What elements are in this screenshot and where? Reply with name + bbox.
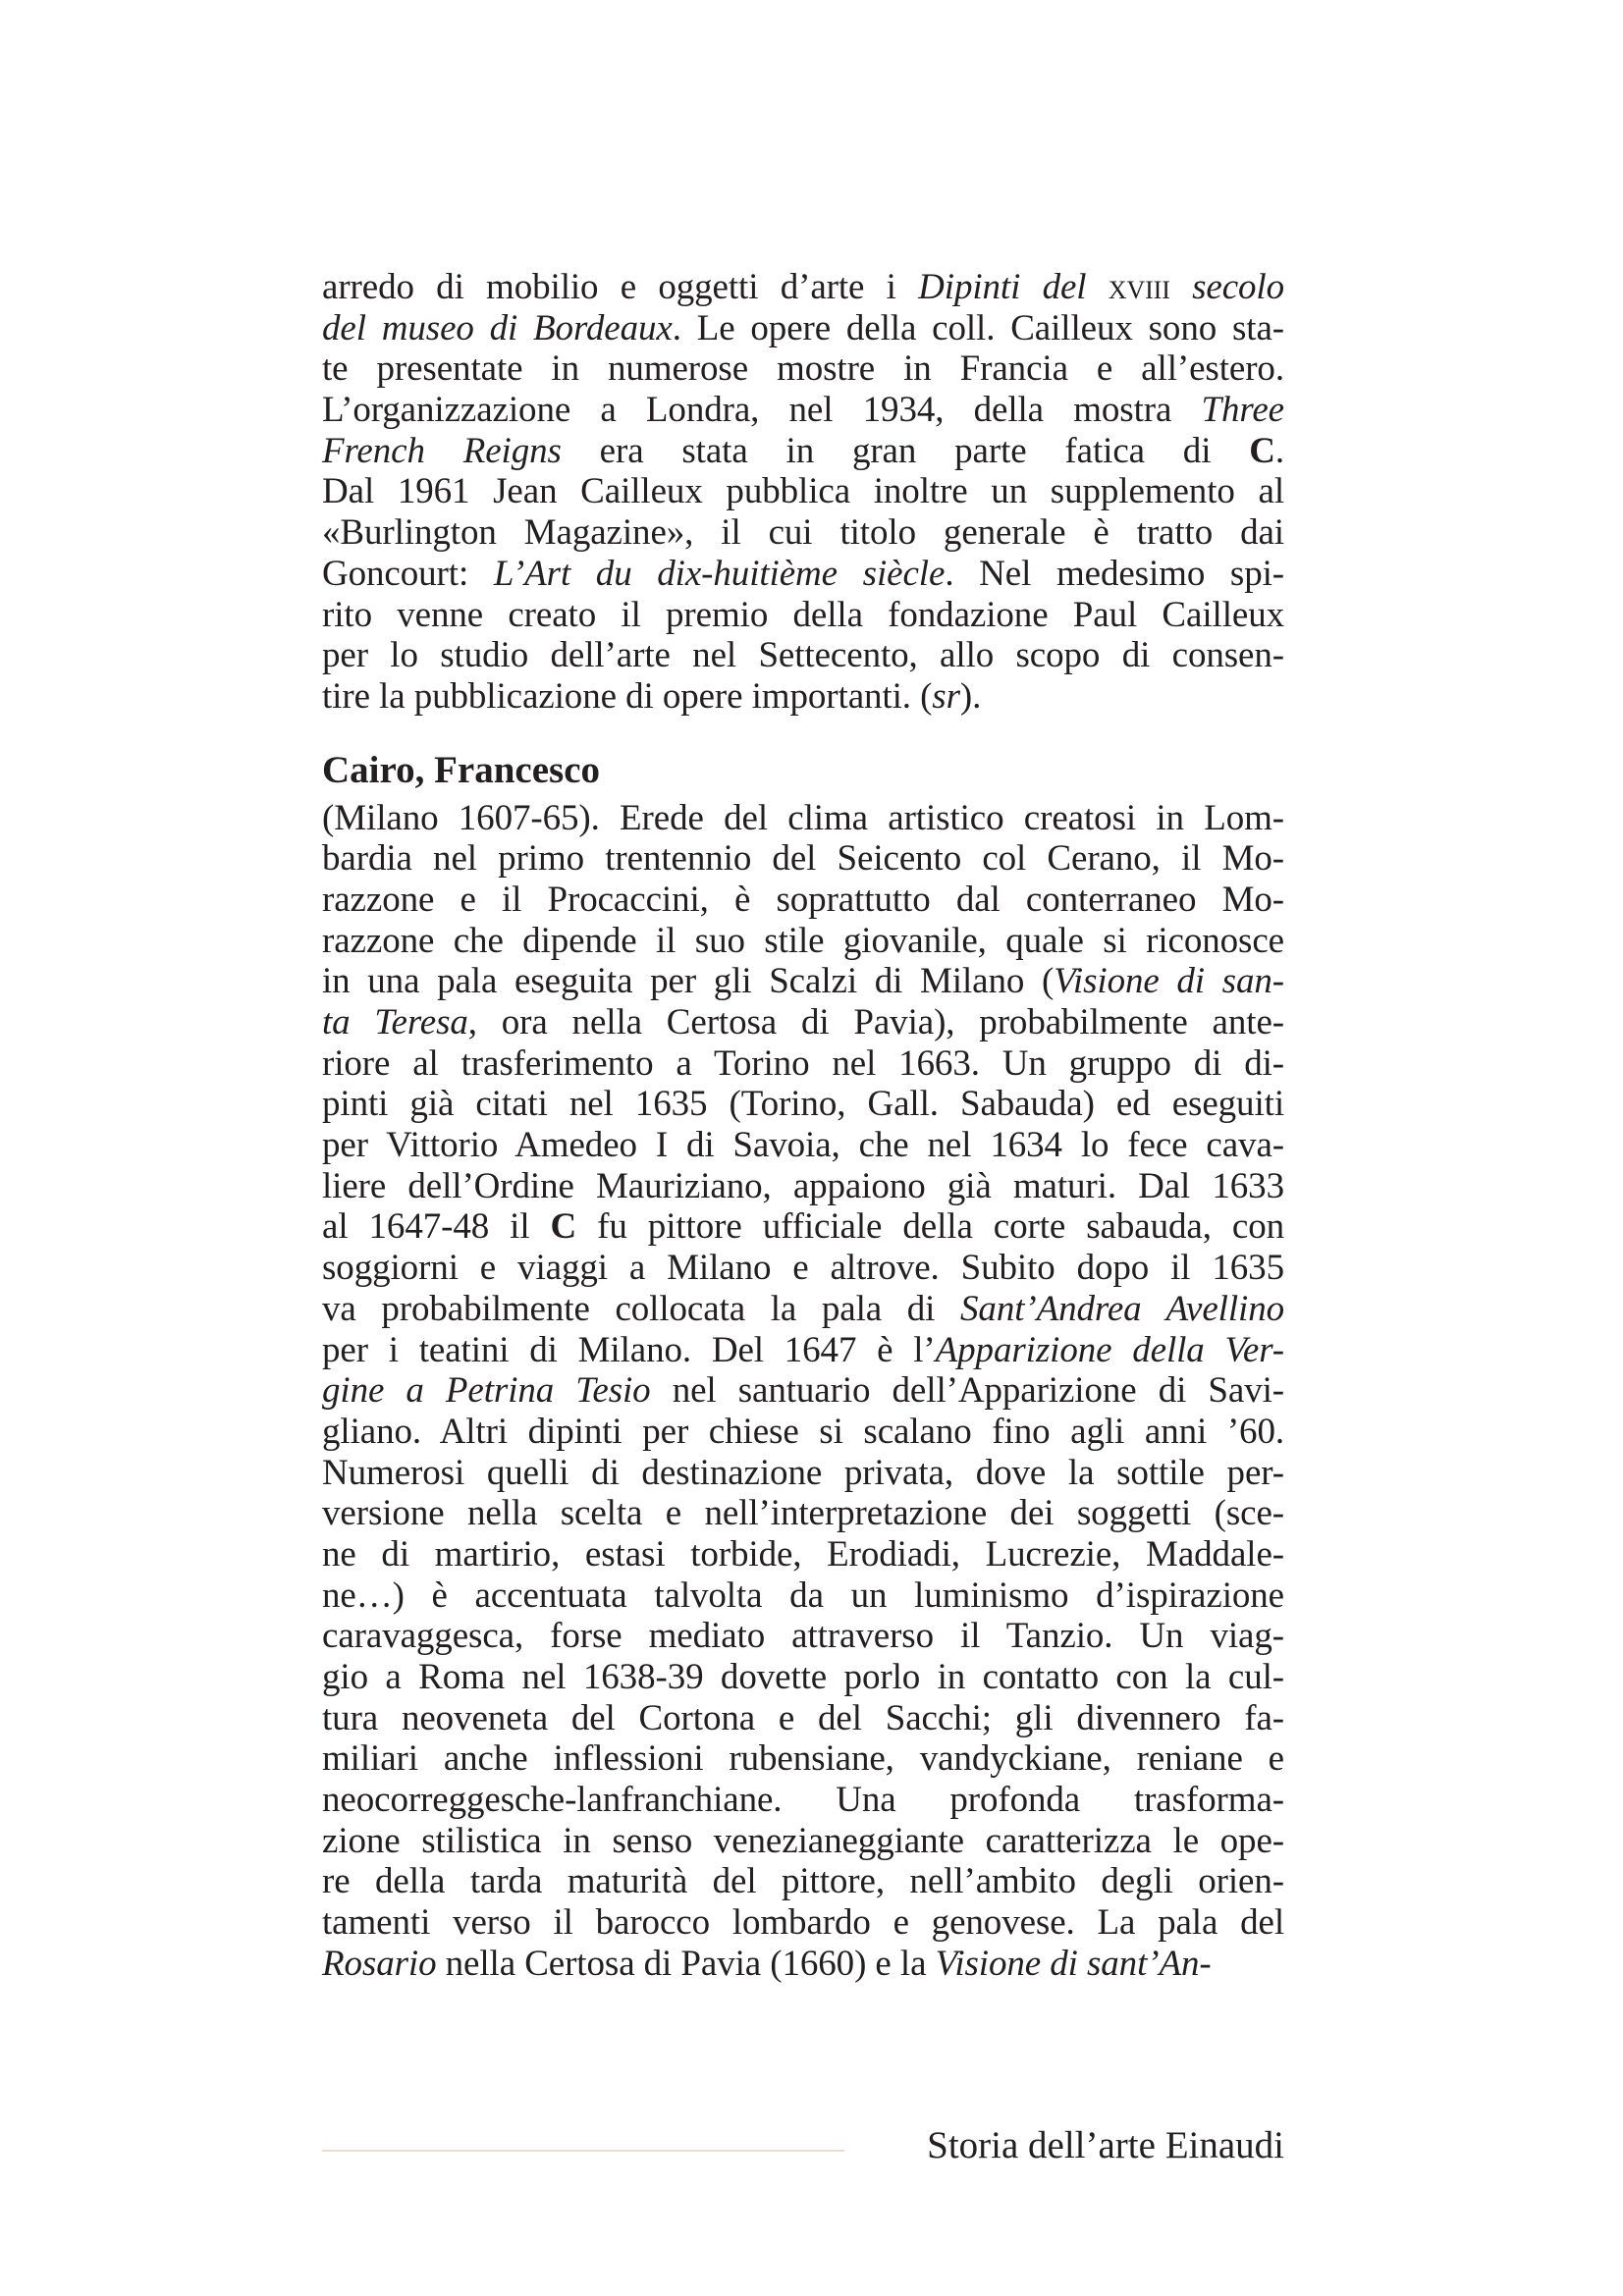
text-line (322, 1698, 1284, 1739)
text-run: pinti già citati nel 1635 (Torino, Gall. Sabauda) ed eseguiti (322, 1084, 1284, 1125)
italic-run: Rosario (322, 1943, 437, 1984)
text-run: ). (959, 675, 982, 717)
text-line (322, 1330, 1284, 1371)
text-run: razzone e il Procaccini, è soprattutto dal conterraneo Mo- (322, 879, 1284, 920)
text-line (322, 1780, 1284, 1821)
text-run: per lo studio dell’arte nel Settecento, allo scopo di consen- (322, 635, 1284, 676)
text-line (322, 308, 1284, 349)
text-line (322, 512, 1284, 554)
text-run: ne…) è accentuata talvolta da un luminismo d’ispirazione (322, 1575, 1284, 1616)
previous-entry-continuation (322, 267, 1284, 718)
text-run: gio a Roma nel 1638-39 dovette porlo in contatto con la cul- (322, 1657, 1284, 1697)
text-line (322, 1657, 1284, 1698)
text-run: riore al trasferimento a Torino nel 1663. Un gruppo di di- (322, 1042, 1284, 1084)
italic-run: French Reigns (322, 430, 562, 471)
small-caps-run: xviii (1108, 267, 1170, 307)
text-line (322, 1534, 1284, 1575)
text-line (322, 1493, 1284, 1534)
text-line (322, 1248, 1284, 1289)
text-line (322, 471, 1284, 512)
footer-rule (322, 2150, 844, 2152)
text-line (322, 921, 1284, 962)
text-run: rito venne creato il premio della fondazione Paul Cailleux (322, 594, 1284, 635)
italic-run: Visione di sant’An- (935, 1943, 1212, 1984)
text-run: liere dell’Ordine Mauriziano, appaiono già maturi. Dal 1633 (322, 1165, 1284, 1206)
text-run: va probabilmente collocata la pala di (322, 1288, 961, 1329)
text-run: fu pittore ufficiale della corte sabauda, con (576, 1206, 1285, 1248)
text-line (322, 348, 1284, 390)
text-line (322, 1821, 1284, 1862)
italic-run: ta Teresa (322, 1002, 468, 1042)
text-line (322, 595, 1284, 636)
text-run: . (1274, 430, 1285, 471)
text-line (322, 1453, 1284, 1494)
italic-run: del museo di Bordeaux (322, 307, 673, 348)
text-line (322, 1289, 1284, 1330)
text-line (322, 1370, 1284, 1412)
text-run: in una pala eseguita per gli Scalzi di Milano ( (322, 961, 1055, 1002)
text-line (322, 798, 1284, 839)
text-line (322, 635, 1284, 676)
text-line (322, 838, 1284, 880)
text-line (322, 267, 1284, 308)
text-block (322, 267, 1284, 1985)
text-run: Goncourt: (322, 553, 494, 594)
bold-run: C (1249, 430, 1275, 471)
text-line (322, 676, 1284, 718)
text-run: soggiorni e viaggi a Milano e altrove. Subito dopo il 1635 (322, 1248, 1284, 1289)
text-run: te presentate in numerose mostre in Francia e all’estero. (322, 348, 1284, 390)
text-line (322, 1861, 1284, 1902)
text-run: versione nella scelta e nell’interpretazione dei soggetti (sce- (322, 1493, 1284, 1534)
italic-run: Apparizione della Ver- (935, 1329, 1284, 1370)
text-run: (Milano 1607-65). Erede del clima artistico creatosi in Lom- (322, 797, 1284, 838)
text-line (322, 1575, 1284, 1617)
text-run: al 1647-48 il (322, 1206, 551, 1248)
text-run: re della tarda maturità del pittore, nell’ambito degli orien- (322, 1861, 1284, 1902)
text-run: , ora nella Certosa di Pavia), probabilmente ante- (467, 1002, 1284, 1042)
text-run: nel santuario dell’Apparizione di Savi- (650, 1370, 1284, 1412)
text-run: razzone che dipende il suo stile giovanile, quale si riconosce (322, 920, 1284, 961)
italic-run: sr (932, 675, 960, 717)
text-run: Numerosi quelli di destinazione privata, dove la sottile per- (322, 1452, 1284, 1493)
text-line (322, 961, 1284, 1002)
text-line (322, 1084, 1284, 1125)
text-line (322, 880, 1284, 921)
text-run: tire la pubblicazione di opere importanti. ( (322, 675, 933, 717)
text-run: per Vittorio Amedeo I di Savoia, che nel 1634 lo fece cava- (322, 1125, 1284, 1166)
text-run: neocorreggesche-lanfranchiane. Una profonda trasforma- (322, 1780, 1284, 1821)
text-line (322, 1206, 1284, 1248)
text-run: L’organizzazione a Londra, nel 1934, della mostra (322, 390, 1202, 431)
text-line (322, 1616, 1284, 1657)
text-line (322, 1043, 1284, 1085)
text-run: caravaggesca, forse mediato attraverso il Tanzio. Un viag- (322, 1616, 1284, 1657)
footer-title: Storia dell’arte Einaudi (927, 2124, 1284, 2166)
text-line (322, 1902, 1284, 1944)
italic-run: secolo (1169, 267, 1285, 307)
text-run: zione stilistica in senso venezianeggiante caratterizza le ope- (322, 1820, 1284, 1861)
text-run: era stata in gran parte fatica di (561, 430, 1250, 471)
text-run: bardia nel primo trentennio del Seicento col Cerano, il Mo- (322, 838, 1284, 880)
text-line (322, 1125, 1284, 1166)
text-line (322, 1002, 1284, 1043)
text-line (322, 554, 1284, 595)
text-line (322, 1412, 1284, 1453)
italic-run: L’Art du dix-huitième siècle (493, 553, 946, 594)
text-run: nella Certosa di Pavia (1660) e la (436, 1943, 936, 1984)
text-line (322, 431, 1284, 472)
text-line (322, 1738, 1284, 1780)
italic-run: gine a Petrina Tesio (322, 1370, 651, 1412)
text-line (322, 1166, 1284, 1207)
text-run: ne di martirio, estasi torbide, Erodiadi, Lucrezie, Maddale- (322, 1533, 1284, 1575)
italic-run: Dipinti del (918, 267, 1109, 307)
entry-body (322, 798, 1284, 1985)
italic-run: Visione di san- (1054, 961, 1284, 1002)
text-run: Dal 1961 Jean Cailleux pubblica inoltre un supplemento al (322, 471, 1284, 512)
text-run: tura neoveneta del Cortona e del Sacchi; gli divennero fa- (322, 1697, 1284, 1738)
italic-run: Sant’Andrea Avellino (960, 1288, 1284, 1329)
text-line (322, 390, 1284, 431)
bold-run: C (550, 1206, 577, 1248)
text-run: per i teatini di Milano. Del 1647 è l’ (322, 1329, 936, 1370)
text-run: «Burlington Magazine», il cui titolo generale è tratto dai (322, 512, 1284, 554)
text-run: arredo di mobilio e oggetti d’arte i (322, 267, 919, 307)
text-run: . Nel medesimo spi- (945, 553, 1284, 594)
text-run: gliano. Altri dipinti per chiese si scalano fino agli anni ’60. (322, 1411, 1284, 1452)
text-run: . Le opere della coll. Cailleux sono sta- (672, 307, 1284, 348)
text-run: miliari anche inflessioni rubensiane, vandyckiane, reniane e (322, 1738, 1284, 1780)
entry-heading: Cairo, Francesco (322, 748, 601, 791)
text-line (322, 1944, 1284, 1985)
italic-run: Three (1201, 390, 1284, 431)
text-run: tamenti verso il barocco lombardo e genovese. La pala del (322, 1902, 1284, 1944)
